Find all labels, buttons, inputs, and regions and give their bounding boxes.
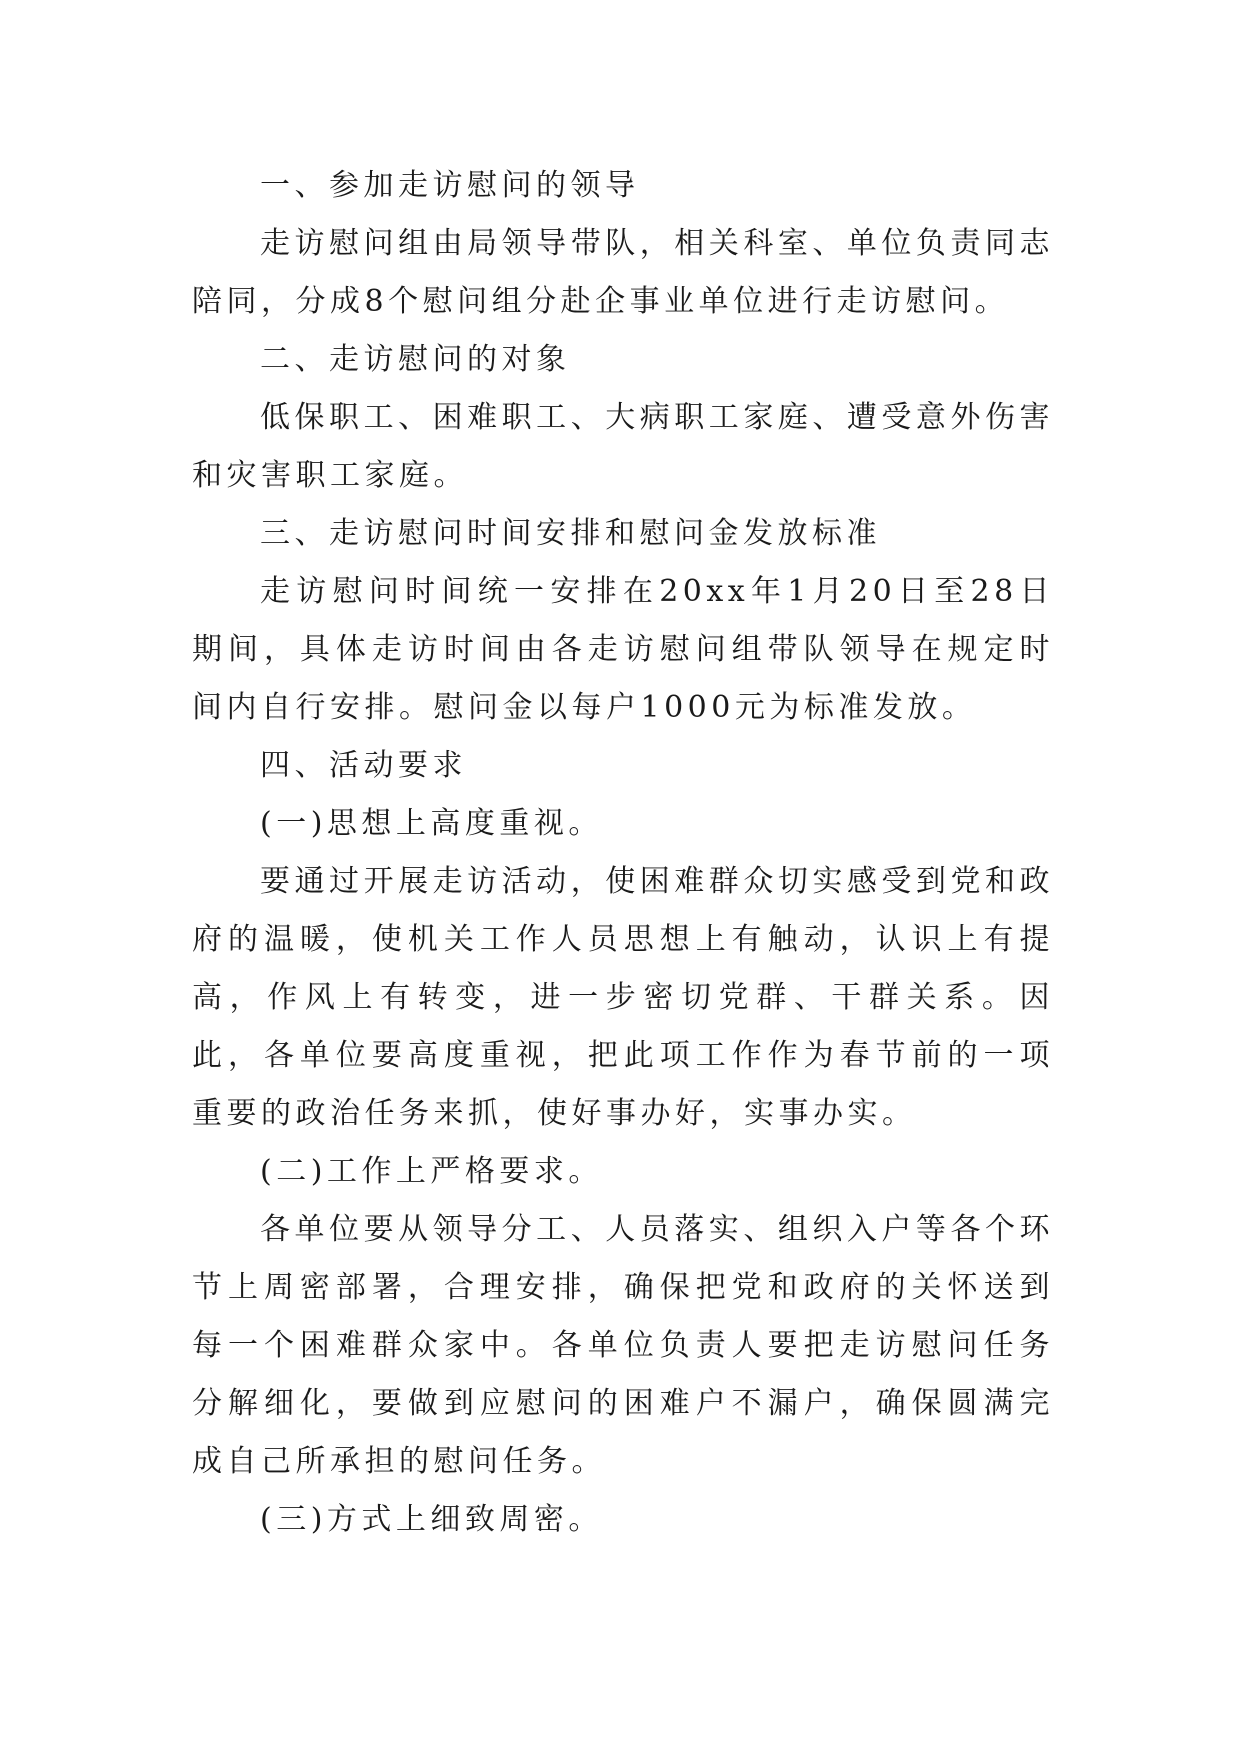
paragraph-strict: 各单位要从领导分工、人员落实、组织入户等各个环节上周密部署，合理安排，确保把党和政府的关怀送到每一个困难群众家中。各单位负责人要把走访慰问任务分解细化，要做到应慰问的困难户不漏户，确保圆满完成自己所承担的慰问任务。: [192, 1212, 1054, 1479]
paragraph-attention: 要通过开展走访活动，使困难群众切实感受到党和政府的温暖，使机关工作人员思想上有触动，认识上有提高，作风上有转变，进一步密切党群、干群关系。因此，各单位要高度重视，把此项工作作为春节前的一项重要的政治任务来抓，使好事办好，实事办实。: [192, 864, 1054, 1131]
section-heading-schedule: 三、走访慰问时间安排和慰问金发放标准: [260, 516, 881, 551]
paragraph-leaders: 走访慰问组由局领导带队，相关科室、单位负责同志陪同，分成8个慰问组分赴企事业单位进行走访慰问。: [192, 226, 1054, 319]
section-heading-leaders: 一、参加走访慰问的领导: [260, 168, 640, 203]
paragraph-schedule: 走访慰问时间统一安排在20xx年1月20日至28日期间，具体走访时间由各走访慰问组带队领导在规定时间内自行安排。慰问金以每户1000元为标准发放。: [192, 574, 1054, 725]
subheading-strict: (二)工作上严格要求。: [260, 1154, 603, 1189]
subheading-attention: (一)思想上高度重视。: [260, 806, 603, 841]
paragraph-targets: 低保职工、困难职工、大病职工家庭、遭受意外伤害和灾害职工家庭。: [192, 400, 1054, 493]
subheading-method: (三)方式上细致周密。: [260, 1502, 603, 1537]
section-heading-targets: 二、走访慰问的对象: [260, 342, 571, 377]
document-body: [192, 157, 1054, 1549]
section-heading-requirements: 四、活动要求: [260, 748, 467, 783]
